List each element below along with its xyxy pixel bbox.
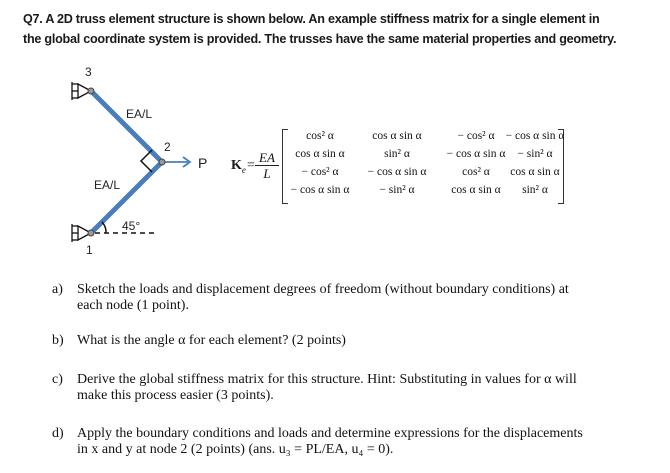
truss-diagram <box>0 0 230 290</box>
title-line-1: Q7. A 2D truss element structure is shown below. An example stiffness matrix for a single element in <box>23 12 600 26</box>
load-label: P <box>198 155 208 171</box>
matrix-symbol-letter: K <box>231 158 242 173</box>
part-line: Sketch the loads and displacement degrees of freedom (without boundary conditions) at <box>77 282 569 297</box>
factor-denominator: L <box>263 166 271 181</box>
stiffness-matrix <box>282 129 564 204</box>
part-line: Apply the boundary conditions and loads and determine expressions for the displacements <box>77 426 583 441</box>
equals-sign: = <box>247 158 255 173</box>
factor-numerator: EA <box>255 150 279 166</box>
node-3 <box>88 88 94 94</box>
matrix-cell: cos² α <box>462 166 490 178</box>
matrix-cell: − sin² α <box>517 148 553 160</box>
matrix-cell: cos α sin α <box>372 130 422 142</box>
matrix-cell: − cos α sin α <box>446 148 506 160</box>
part-letter: d) <box>52 426 64 441</box>
matrix-cell: − cos α sin α <box>290 184 350 196</box>
part-line: Derive the global stiffness matrix for this structure. Hint: Substituting in values for α will <box>77 372 577 387</box>
matrix-symbol <box>231 158 246 175</box>
matrix-cell: − sin² α <box>379 184 415 196</box>
matrix-cell: − cos α sin α <box>505 130 565 142</box>
part-text <box>77 333 642 349</box>
node-label-3: 3 <box>85 65 92 79</box>
part-line: What is the angle α for each element? (2 points) <box>77 333 346 348</box>
matrix-subscript: e <box>241 164 246 175</box>
element-label-top: EA/L <box>126 107 153 121</box>
part-letter: a) <box>52 282 63 297</box>
angle-arc-icon <box>102 222 106 233</box>
matrix-cell: cos² α <box>306 130 334 142</box>
part-text <box>77 372 642 404</box>
matrix-cell: − cos² α <box>457 130 495 142</box>
node-label-1: 1 <box>86 243 93 257</box>
node-2 <box>159 159 165 165</box>
matrix-cell: − cos² α <box>301 166 339 178</box>
node-label-2: 2 <box>164 140 171 154</box>
part-text <box>77 426 642 458</box>
matrix-cell: cos α sin α <box>295 148 345 160</box>
part-letter: c) <box>52 372 63 387</box>
angle-label: 45° <box>122 219 141 233</box>
matrix-cell: sin² α <box>384 148 410 160</box>
matrix-factor <box>255 150 279 181</box>
matrix-cell: cos α sin α <box>510 166 560 178</box>
part-letter: b) <box>52 333 64 348</box>
matrix-cell: cos α sin α <box>451 184 501 196</box>
part-line: make this process easier (3 points). <box>77 388 274 403</box>
part-line: each node (1 point). <box>77 298 189 313</box>
node-1 <box>88 230 94 236</box>
title-line-2: the global coordinate system is provided. The trusses have the same material properties and geometry. <box>23 32 617 46</box>
left-bracket <box>282 129 288 204</box>
part-text <box>77 282 642 314</box>
matrix-cell: sin² α <box>522 184 548 196</box>
part-line: in x and y at node 2 (2 points) (ans. u₃ = PL/EA, u₄ = 0). <box>77 442 394 457</box>
matrix-cell: − cos α sin α <box>367 166 427 178</box>
element-label-bottom: EA/L <box>94 178 121 192</box>
